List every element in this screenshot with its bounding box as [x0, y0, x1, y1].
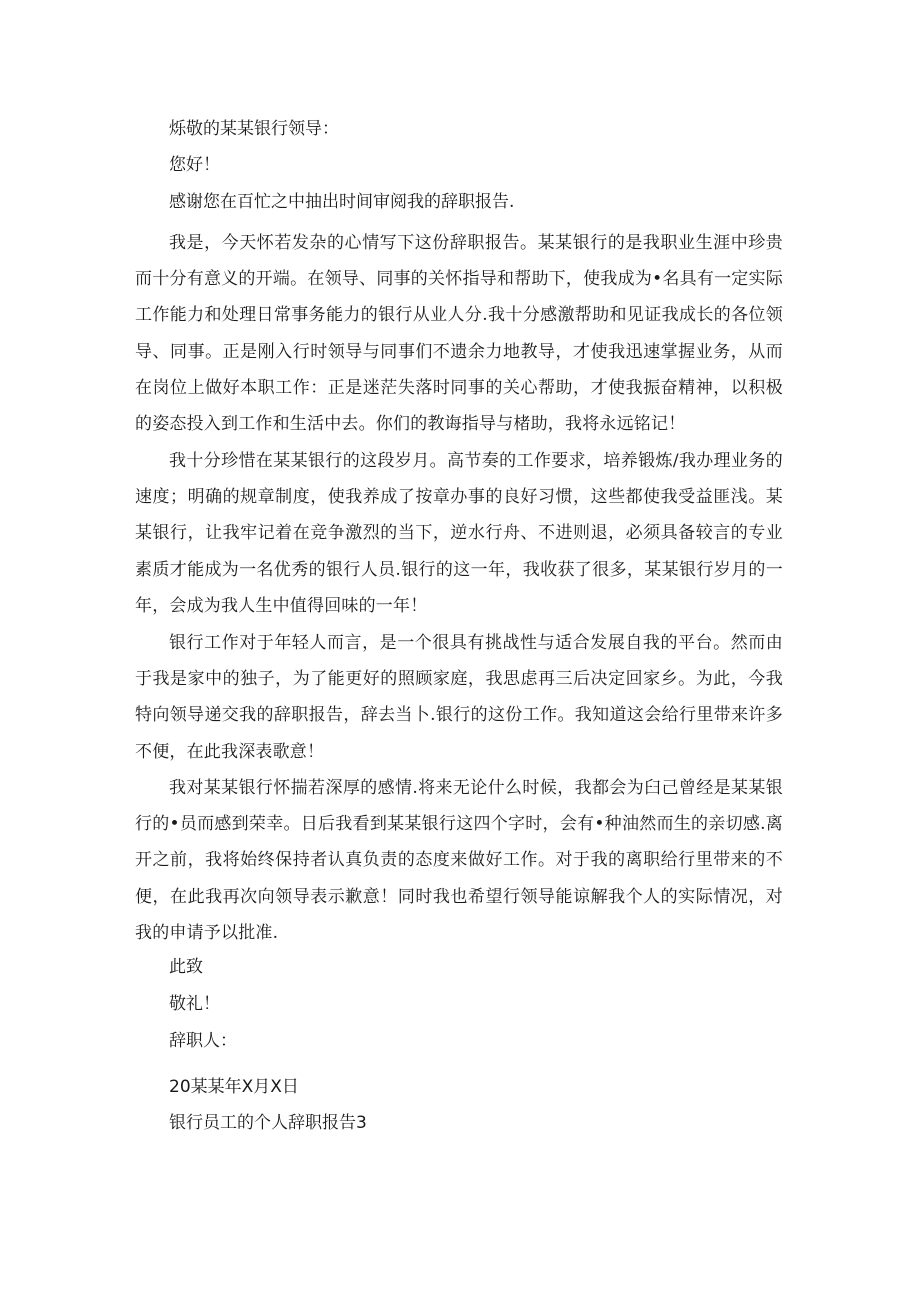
salutation: 烁敬的某某银行领导：: [169, 119, 339, 139]
next-section-heading: 银行员工的个人辞职报告3: [169, 1113, 367, 1133]
paragraph-4: 我对某某银行怀揣若深厚的感情.将来无论什么时候，我都会为臼己曾经是某某银行的•员而感到荣幸。日后我看到某某银行这四个字时，会有•种油然而生的亲切感.离开之前，我将始终保持者认真负责的态度来做好工作。对于我的离职给行里带来的不便，在此我再次向领导表示歉意！同时我也希望行领导能谅解我个人的实际情况，对我的申请予以批准.: [135, 778, 783, 943]
thanks-line: 感谢您在百忙之中抽出时间审阅我的辞职报告.: [169, 192, 515, 212]
closing-salute: 敬礼！: [169, 994, 220, 1014]
greeting: 您好！: [169, 155, 220, 175]
paragraph-1: 我是，今天怀若发杂的心情写下这份辞职报告。某某银行的是我职业生涯中珍贵而十分有意义的开端。在领导、同事的关怀指导和帮助下，使我成为•名具有一定实际工作能力和处理日常事务能力的银行从业人分.我十分感激帮助和见证我成长的各位领导、同事。正是刚入行时领导与同事们不遗余力地教导，才使我迅速掌握业务，从而在岗位上做好本职工作：正是迷茫失落时同事的关心帮助，才使我振奋精神，以积极的姿态投入到工作和生活中去。你们的教诲指导与楮助，我将永远铭记！: [135, 233, 783, 435]
paragraph-2: 我十分珍惜在某某银行的这段岁月。高节奏的工作要求，培养锻炼/我办理业务的速度；明确的规章制度，使我养成了按章办事的良好习惯，这些都使我受益匪浅。某某银行，让我牢记着在竞争激烈的当下，逆水行舟、不进则退，必须具备较言的专业素质才能成为一名优秀的银行人员.银行的这一年，我收获了很多，某某银行岁月的一年，会成为我人生中值得回味的一年！: [135, 451, 783, 616]
date-line: 20某某年X月X日: [169, 1077, 299, 1097]
closing-greeting: 此致: [169, 957, 203, 977]
signature-label: 辞职人：: [169, 1031, 237, 1051]
paragraph-3: 银行工作对于年轻人而言，是一个很具有挑战性与适合发展自我的平台。然而由于我是家中的独子，为了能更好的照顾家庭，我思虑再三后决定回家乡。为此，今我特向领导递交我的辞职报告，辞去当卜.银行的这份工作。我知道这会给行里带来许多不便，在此我深表歌意！: [135, 633, 783, 762]
